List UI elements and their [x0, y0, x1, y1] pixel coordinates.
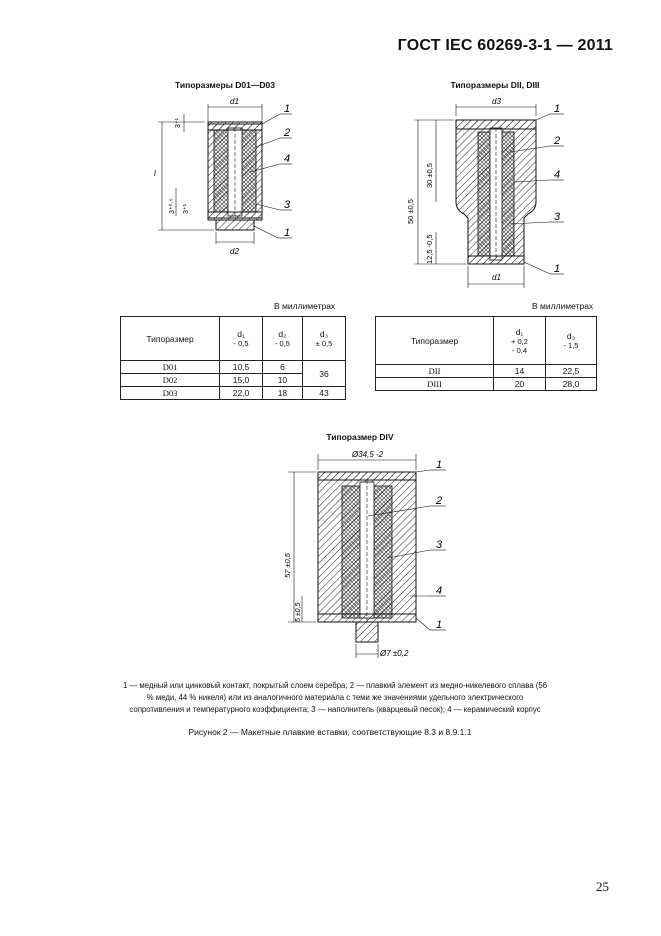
fig3-callout-1: 1 — [436, 459, 443, 471]
figure-legend: 1 — медный или цинковый контакт, покрытый слоем серебра; 2 — плавкий элемент из медно-никелевого сплава (56 % меди, 44 % никеля) или из аналогичного материала с теми же значениями удельного электрического сопротивления и температурного коэффициента; 3 — наполнитель (кварцевый песок); 4 — керамический корпус — [122, 681, 548, 714]
fig2-callout-3: 3 — [554, 211, 561, 223]
table-row — [121, 387, 346, 400]
fig3-dim-base: 5 ±0,5 — [295, 602, 302, 622]
table2-head-d1-tol-b: - 0,4 — [511, 345, 527, 355]
table1-row-d3: 36 — [302, 361, 345, 387]
figure-caption: Рисунок 2 — Макетные плавкие вставки, соответствующие 8.3 и 8.9.1.1 — [188, 727, 472, 737]
table-row — [376, 365, 597, 378]
fig3-dim-d: Ø34,5 -2 — [352, 450, 384, 459]
table2-row-name: DII — [376, 365, 494, 378]
fig1-d2-label: d2 — [230, 247, 239, 256]
table1-unit: В миллиметрах — [274, 301, 336, 311]
fig1-callout-1: 1 — [284, 103, 291, 115]
fig3-callout-2: 2 — [436, 495, 443, 507]
fig2-dim-lower: 12,5 -0,5 — [425, 234, 434, 264]
fig1-l-label: l — [154, 169, 156, 178]
table1-head-d2: d₂ — [278, 329, 287, 339]
table1-row-name: D03 — [121, 387, 220, 400]
table1-row-d2: 6 — [262, 361, 302, 374]
fig1-callout-2: 2 — [284, 127, 291, 139]
table2-head-d3-tol: - 1,5 — [563, 341, 579, 350]
table-row — [121, 361, 346, 374]
table2-row-d3: 22,5 — [545, 365, 596, 378]
fig2-callout-1: 1 — [554, 103, 561, 115]
fig2-d3-label: d3 — [492, 97, 501, 106]
page-number: 25 — [596, 879, 609, 894]
table1-head-d1-tol: - 0,5 — [233, 339, 249, 348]
table2-head-col0: Типоразмер — [376, 317, 494, 365]
table1-row-d2: 10 — [262, 374, 302, 387]
fig1-dim-mid-b: 3⁺¹ — [183, 204, 190, 214]
fig1-d1-label: d1 — [230, 97, 239, 106]
table2-row-d3: 28,0 — [545, 378, 596, 391]
table2-row-name: DIII — [376, 378, 494, 391]
fig1-drawing — [150, 92, 310, 262]
fig3-callout-4: 4 — [436, 585, 443, 597]
fig3-callout-3: 3 — [436, 539, 443, 551]
fig1-callout-1b: 1 — [284, 227, 291, 239]
table1-row-name: D01 — [121, 361, 220, 374]
fig1-callout-3: 3 — [284, 199, 291, 211]
fig2-drawing — [400, 92, 580, 294]
document-header: ГОСТ IEC 60269-3-1 — 2011 — [397, 37, 613, 54]
fig3-dim-pin: Ø7 ±0,2 — [380, 649, 409, 658]
fig1-dim-top: 3⁺¹ — [175, 118, 182, 128]
table1-row-d1: 22,0 — [220, 387, 263, 400]
table2-head-d1-tol-a: + 0,2 — [511, 336, 528, 346]
fig1-callout-4: 4 — [284, 153, 291, 165]
fig3-drawing — [280, 446, 470, 662]
fig3-caption: Типоразмер DIV — [326, 432, 394, 442]
fig3-callout-1b: 1 — [436, 619, 443, 631]
table1-head-d3-tol: ± 0,5 — [315, 339, 333, 348]
table1-row-d1: 10,5 — [220, 361, 263, 374]
table2-row-d1: 14 — [494, 365, 546, 378]
table1-row-d3: 43 — [302, 387, 345, 400]
fig1-caption: Типоразмеры D01—D03 — [175, 80, 275, 90]
fig1-dim-mid-a: 3⁺⁰·⁵ — [169, 198, 176, 214]
table2-head-d1: d₁ — [515, 326, 524, 337]
table2-head-d3: d₃ — [566, 331, 576, 341]
table-row — [376, 378, 597, 391]
table1-row-d1: 15,0 — [220, 374, 263, 387]
fig2-dim-total: 50 ±0,5 — [406, 199, 415, 224]
fig3-dim-h: 57 ±0,5 — [283, 553, 292, 578]
table2-row-d1: 20 — [494, 378, 546, 391]
fig2-dim-upper: 30 ±0,5 — [425, 163, 434, 188]
fig2-d1-label: d1 — [492, 273, 501, 282]
table2-unit: В миллиметрах — [532, 301, 594, 311]
fig2-caption: Типоразмеры DII, DIII — [450, 80, 540, 90]
table1-head-col0: Типоразмер — [121, 317, 220, 361]
fig2-callout-2: 2 — [554, 135, 561, 147]
fig2-callout-4: 4 — [554, 169, 561, 181]
table1-row-d2: 18 — [262, 387, 302, 400]
table1-head-d1: d₁ — [237, 329, 245, 339]
fig2-callout-1b: 1 — [554, 263, 561, 275]
table1-row-name: D02 — [121, 374, 220, 387]
table1-head-d2-tol: - 0,5 — [274, 339, 290, 348]
table2 — [375, 316, 597, 391]
table1 — [120, 316, 346, 400]
table1-head-d3: d₃ — [319, 329, 329, 339]
